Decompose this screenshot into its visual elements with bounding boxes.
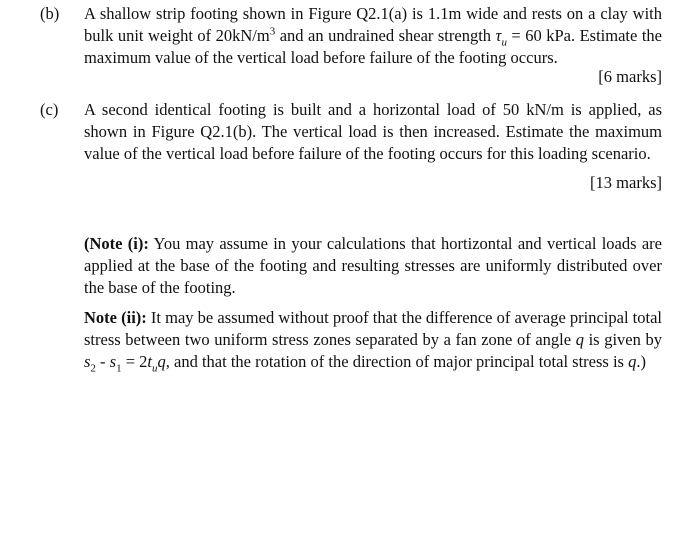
- angle-symbol: q: [628, 352, 637, 371]
- sigma-1-subscript: 1: [116, 362, 122, 375]
- question-b-text-part1: A shallow strip footing shown in Figure Q2.1(a) is 1.1m wide and rests on a clay with bulk unit weight of 20kN/m: [84, 4, 662, 45]
- sigma-1-symbol: s: [109, 352, 117, 371]
- note-i-text: You may assume in your calculations that hortizontal and vertical loads are applied at the base of the footing and resulting stresses are uniformly distributed over the base of the footing.: [84, 234, 662, 297]
- note-ii-heading: Note (ii):: [84, 308, 147, 327]
- note-close: .): [636, 352, 646, 371]
- tau-symbol: τ: [495, 26, 502, 45]
- question-b-text: [84, 3, 662, 69]
- equals-two: = 2: [121, 352, 148, 371]
- question-b-text-part3: = 60 kPa. Estimate the maximum value of the vertical load before failure of the footing occurs.: [84, 26, 662, 67]
- tau-u-subscript: u: [152, 362, 158, 375]
- cubic-superscript: 3: [269, 25, 276, 38]
- sigma-2-symbol: s: [84, 352, 91, 371]
- note-open-paren: (: [84, 234, 90, 253]
- minus-sign: -: [95, 352, 110, 371]
- note-ii-text-part1: It may be assumed without proof that the difference of average principal total stress between two uniform stress zones separated by a fan zone of angle: [84, 308, 663, 349]
- note-ii-text-part2: is given by: [583, 330, 662, 349]
- sigma-2-subscript: 2: [90, 362, 96, 375]
- note-i-heading: Note (i):: [89, 234, 149, 253]
- note-i: [84, 233, 662, 299]
- tau-u-symbol: t: [147, 352, 152, 371]
- question-c-label: (c): [40, 100, 59, 119]
- question-b-marks: [6 marks]: [598, 67, 662, 86]
- angle-symbol: q: [575, 330, 584, 349]
- note-ii: [84, 307, 662, 373]
- note-ii-text-part3: , and that the rotation of the direction of major principal total stress is: [165, 352, 629, 371]
- question-b-label: (b): [40, 4, 60, 23]
- question-b-text-part2: and an undrained shear strength: [275, 26, 496, 45]
- tau-subscript: u: [501, 36, 507, 49]
- angle-symbol: q: [157, 352, 166, 371]
- question-c-text: A second identical footing is built and a horizontal load of 50 kN/m is applied, as shown in Figure Q2.1(b). The vertical load is then increased. Estimate the maximum value of the vertical load before failure of the footing occurs for this loading scenario.: [84, 100, 662, 163]
- question-c-marks: [13 marks]: [590, 173, 662, 192]
